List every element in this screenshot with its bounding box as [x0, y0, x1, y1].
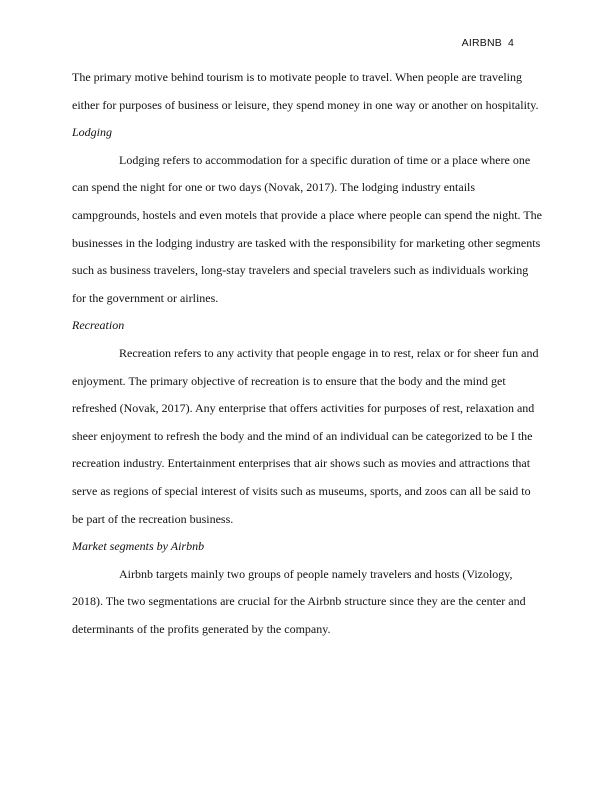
section-heading-lodging: Lodging	[72, 125, 113, 140]
running-head-title: AIRBNB	[461, 37, 502, 49]
document-body	[72, 64, 542, 643]
section-paragraph-market-segments: Airbnb targets mainly two groups of people namely travelers and hosts (Vizology, 2018). The two segmentations are crucial for the Airbnb structure since they are the center and determinants of the profits generated by the company.	[72, 566, 526, 636]
section-paragraph-lodging: Lodging refers to accommodation for a specific duration of time or a place where one can spend the night for one or two days (Novak, 2017). The lodging industry entails campgrounds, hostels and even motels that provide a place where people can spend the night. The businesses in the lodging industry are tasked with the responsibility for marketing other segments such as business travelers, long-stay travelers and special travelers such as individuals working for the government or airlines.	[72, 152, 542, 305]
running-head	[462, 37, 514, 49]
page-number: 4	[507, 37, 514, 49]
section-paragraph-recreation: Recreation refers to any activity that people engage in to rest, relax or for sheer fun and enjoyment. The primary objective of recreation is to ensure that the body and the mind get refreshed (Novak, 2017). Any enterprise that offers activities for purposes of rest, relaxation and sheer enjoyment to refresh the body and the mind of an individual can be categorized to be I the recreation industry. Entertainment enterprises that air shows such as movies and attractions that serve as regions of special interest of visits such as museums, sports, and zoos can all be said to be part of the recreation business.	[72, 345, 539, 526]
section-heading-market-segments: Market segments by Airbnb	[72, 539, 205, 554]
section-heading-recreation: Recreation	[72, 318, 125, 333]
intro-paragraph: The primary motive behind tourism is to motivate people to travel. When people are traveling either for purposes of business or leisure, they spend money in one way or another on hospitality.	[72, 70, 539, 112]
